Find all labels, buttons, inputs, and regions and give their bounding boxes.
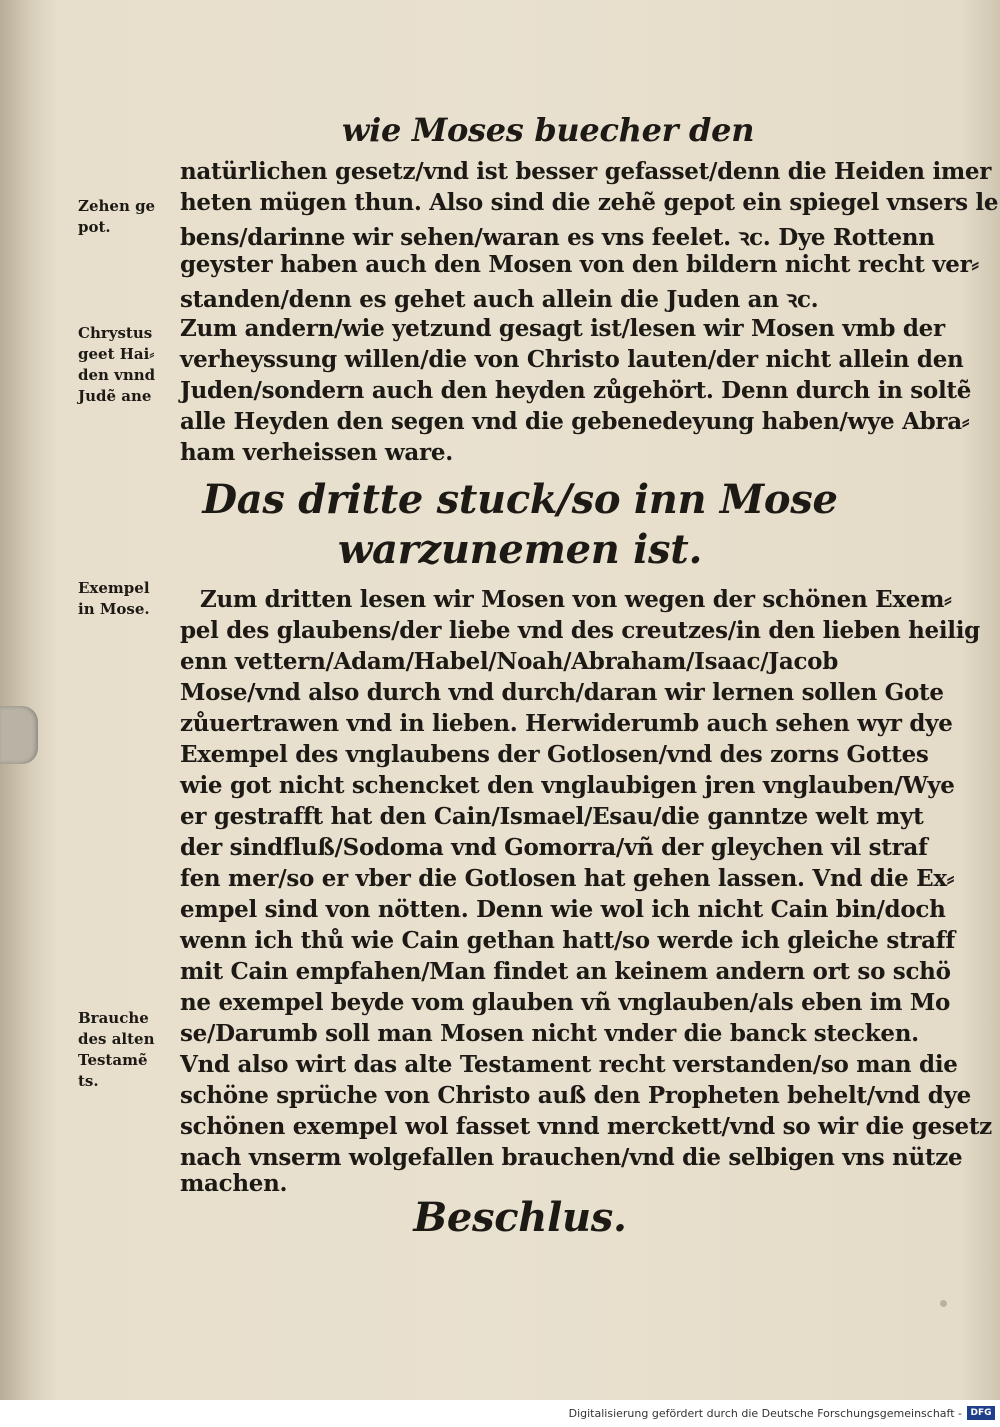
margin-note-line: Testamẽ [78, 1051, 148, 1069]
text-line: machen. [180, 1170, 288, 1197]
text-line: der sindfluß/Sodoma vnd Gomorra/vñ der gleychen vil straf [180, 834, 928, 861]
text-line: se/Darumb soll man Mosen nicht vnder die banck stecken. [180, 1020, 919, 1047]
text-line: fen mer/so er vber die Gotlosen hat gehen lassen. Vnd die Ex⸗ [180, 865, 955, 892]
text-line: natürlichen gesetz/vnd ist besser gefasset/denn die Heiden imer [180, 158, 992, 185]
margin-note-line: Exempel [78, 579, 150, 597]
margin-note-line: Zehen ge [78, 197, 156, 215]
printed-page [70, 18, 999, 1393]
text-line: schönen exempel wol fasset vnnd merckett/vnd so wir die gesetz [180, 1113, 992, 1140]
section-heading: warzunemen ist. [337, 526, 703, 573]
page-clip [0, 706, 38, 764]
margin-note-line: geet Hai⸗ [78, 345, 155, 363]
margin-note [78, 196, 178, 238]
book-gutter-shadow [0, 0, 58, 1400]
text-line: Vnd also wirt das alte Testament recht verstanden/so man die [180, 1051, 958, 1078]
margin-note [78, 578, 178, 620]
text-line: Zum andern/wie yetzund gesagt ist/lesen wir Mosen vmb der [180, 315, 945, 342]
margin-note-line: Judẽ ane [78, 387, 152, 405]
margin-note-line: in Mose. [78, 600, 150, 618]
text-line: zůuertrawen vnd in lieben. Herwiderumb auch sehen wyr dye [180, 710, 953, 737]
text-line: nach vnserm wolgefallen brauchen/vnd die selbigen vns nütze [180, 1144, 963, 1171]
margin-note [78, 323, 178, 407]
text-line: schöne sprüche von Christo auß den Propheten behelt/vnd dye [180, 1082, 971, 1109]
dfg-logo: DFG [967, 1406, 995, 1420]
running-head: wie Moses buecher den [341, 111, 755, 149]
digitization-footer [0, 1400, 1000, 1427]
text-line: mit Cain empfahen/Man findet an keinem andern ort so schö [180, 958, 951, 985]
text-line: Exempel des vnglaubens der Gotlosen/vnd des zorns Gottes [180, 741, 929, 768]
text-line: pel des glaubens/der liebe vnd des creutzes/in den lieben heilig [180, 617, 980, 644]
text-line: wie got nicht schencket den vnglaubigen jren vnglauben/Wye [180, 772, 955, 799]
text-line: empel sind von nötten. Denn wie wol ich nicht Cain bin/doch [180, 896, 946, 923]
margin-note [78, 1008, 178, 1092]
paper-blemish [940, 1300, 947, 1307]
text-line: Juden/sondern auch den heyden zůgehört. Denn durch in soltẽ [180, 377, 972, 404]
text-line: alle Heyden den segen vnd die gebenedeyung haben/wye Abra⸗ [180, 408, 970, 435]
margin-note-line: des alten [78, 1030, 155, 1048]
text-line: enn vettern/Adam/Habel/Noah/Abraham/Isaac/Jacob [180, 648, 838, 675]
text-line: verheyssung willen/die von Christo lauten/der nicht allein den [180, 346, 964, 373]
text-line: Zum dritten lesen wir Mosen von wegen der schönen Exem⸗ [200, 586, 952, 613]
text-line: heten mügen thun. Also sind die zehẽ gepot ein spiegel vnsers le [180, 189, 999, 216]
margin-note-line: Chrystus [78, 324, 153, 342]
text-line: standen/denn es gehet auch allein die Juden an ꝛc. [180, 286, 819, 313]
text-line: wenn ich thů wie Cain gethan hatt/so werde ich gleiche straff [180, 927, 955, 954]
closing-heading: Beschlus. [413, 1194, 627, 1241]
text-line: ham verheissen ware. [180, 439, 453, 466]
text-line: ne exempel beyde vom glauben vñ vnglauben/als eben im Mo [180, 989, 951, 1016]
margin-note-line: Brauche [78, 1009, 149, 1027]
text-line: Mose/vnd also durch vnd durch/daran wir lernen sollen Gote [180, 679, 944, 706]
margin-note-line: pot. [78, 218, 111, 236]
text-line: bens/darinne wir sehen/waran es vns feelet. ꝛc. Dye Rottenn [180, 224, 935, 251]
funding-credit: Digitalisierung gefördert durch die Deutsche Forschungsgemeinschaft - [568, 1407, 962, 1420]
text-line: er gestrafft hat den Cain/Ismael/Esau/die ganntze welt myt [180, 803, 924, 830]
margin-note-line: den vnnd [78, 366, 156, 384]
text-line: geyster haben auch den Mosen von den bildern nicht recht ver⸗ [180, 251, 979, 278]
margin-note-line: ts. [78, 1072, 99, 1090]
section-heading: Das dritte stuck/so inn Mose [202, 476, 838, 523]
